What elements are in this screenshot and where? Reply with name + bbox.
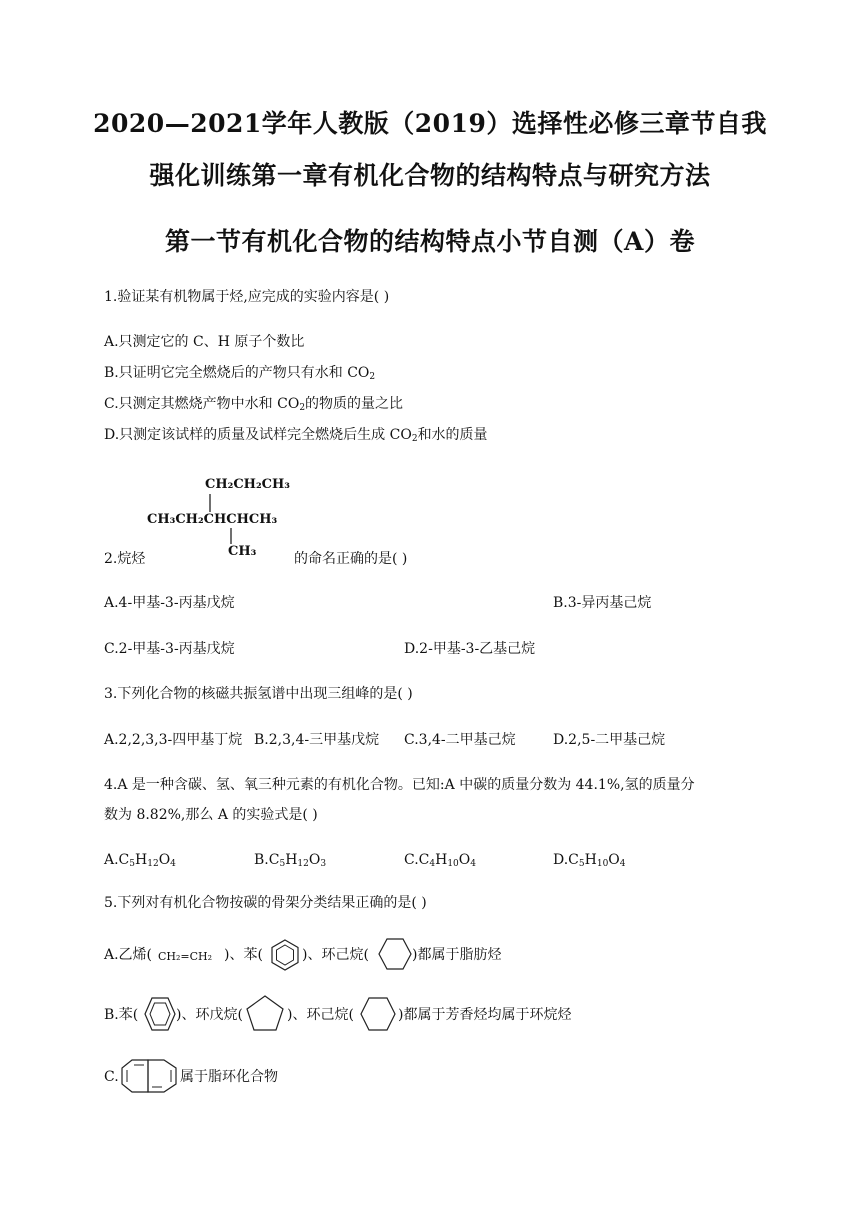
- q4-option-b: [254, 851, 326, 873]
- subscript: 10: [447, 859, 459, 869]
- subscript: 10: [596, 859, 609, 869]
- text: H: [135, 852, 148, 868]
- text: O: [308, 852, 321, 868]
- q1-option-d: [104, 426, 488, 448]
- q5-option-a-part4: )都属于脂肪烃: [412, 947, 502, 963]
- subscript: 4: [170, 859, 176, 869]
- subscript: 5: [129, 859, 136, 869]
- subscript: 4: [470, 859, 476, 869]
- q2-formula-main: CH₃CH₂CHCHCH₃: [147, 512, 278, 527]
- q5-option-b-part2: )、环戊烷(: [176, 1007, 243, 1023]
- title-line-2: 强化训练第一章有机化合物的结构特点与研究方法: [149, 161, 711, 190]
- text: B.C: [254, 852, 280, 868]
- q4-stem-line-2: 数为 8.82%,那么 A 的实验式是( ): [104, 807, 318, 823]
- subscript: 5: [578, 859, 585, 869]
- q5-option-c-part1: C.: [104, 1069, 119, 1085]
- q4-stem-line-1: 4.A 是一种含碳、氢、氧三种元素的有机化合物。已知:A 中碳的质量分数为 44.1%,氢的质量分: [104, 777, 695, 793]
- cyclohexane-ring-icon: [377, 936, 413, 972]
- q2-option-d: D.2-甲基-3-乙基己烷: [404, 641, 536, 657]
- q2-option-c: C.2-甲基-3-丙基戊烷: [104, 641, 235, 657]
- subscript: 5: [279, 859, 286, 869]
- subscript: 2: [299, 403, 306, 413]
- text: H: [584, 852, 597, 868]
- text: H: [435, 852, 448, 868]
- q3-option-b: B.2,3,4-三甲基戊烷: [254, 732, 380, 748]
- q1-option-c-tail: 的物质的量之比: [305, 396, 404, 412]
- text: O: [608, 852, 620, 868]
- q4-option-a: [104, 851, 176, 873]
- q3-option-d: D.2,5-二甲基己烷: [553, 732, 666, 748]
- subscript: 2: [411, 434, 418, 444]
- q1-option-d-text: D.只测定该试样的质量及试样完全燃烧后生成 CO: [104, 427, 412, 443]
- title-line-1: 2020—2021学年人教版（2019）选择性必修三章节自我: [93, 109, 767, 138]
- q2-bond-up: [205, 494, 215, 512]
- q2-option-b: B.3-异丙基己烷: [553, 595, 652, 611]
- q4-option-c: [404, 851, 476, 873]
- q5-option-a-part1: A.乙烯(: [104, 947, 153, 963]
- q5-option-c-part2: 属于脂环化合物: [180, 1069, 278, 1085]
- q1-option-a: A.只测定它的 C、H 原子个数比: [104, 334, 305, 350]
- text: H: [285, 852, 298, 868]
- q2-bond-down: [226, 528, 236, 544]
- subscript: 4: [619, 859, 626, 869]
- q2-stem-prefix: 2.烷烃: [104, 551, 146, 567]
- q5-option-a-part3: )、环己烷(: [302, 947, 369, 963]
- q2-stem-suffix: 的命名正确的是( ): [294, 551, 408, 567]
- q5-option-a-formula: CH₂=CH₂: [158, 950, 213, 963]
- q1-option-c-text: C.只测定其燃烧产物中水和 CO: [104, 396, 300, 412]
- text: D.C: [553, 852, 579, 868]
- q5-option-b-part4: )都属于芳香烃均属于环烷烃: [398, 1007, 572, 1023]
- q3-stem: 3.下列化合物的核磁共振氢谱中出现三组峰的是( ): [104, 686, 413, 702]
- q1-option-c: [104, 395, 403, 417]
- cyclopentane-ring-icon: [244, 993, 286, 1033]
- subscript: 3: [320, 859, 327, 869]
- q5-option-a-part2: )、苯(: [224, 947, 263, 963]
- subscript: 2: [369, 372, 376, 382]
- q5-option-b-part3: )、环己烷(: [287, 1007, 354, 1023]
- subscript: 12: [297, 859, 309, 869]
- cyclohexane-ring-icon: [359, 995, 397, 1033]
- text: A.C: [104, 852, 130, 868]
- q1-option-b: [104, 364, 375, 386]
- title-line-3: 第一节有机化合物的结构特点小节自测（A）卷: [165, 227, 695, 256]
- benzene-ring-icon: [270, 938, 300, 972]
- subscript: 12: [147, 859, 159, 869]
- subscript: 4: [429, 859, 436, 869]
- text: O: [458, 852, 471, 868]
- q2-formula-bottom: CH₃: [228, 544, 257, 559]
- q2-formula-top: CH₂CH₂CH₃: [205, 477, 290, 492]
- q5-option-b-part1: B.苯(: [104, 1007, 139, 1023]
- naphthalene-icon: [119, 1057, 179, 1095]
- q5-stem: 5.下列对有机化合物按碳的骨架分类结果正确的是( ): [104, 895, 427, 911]
- q3-option-a: A.2,2,3,3-四甲基丁烷: [104, 732, 243, 748]
- q2-option-a: A.4-甲基-3-丙基戊烷: [104, 595, 235, 611]
- text: C.C: [404, 852, 430, 868]
- q3-option-c: C.3,4-二甲基己烷: [404, 732, 516, 748]
- q1-option-d-tail: 和水的质量: [417, 427, 488, 443]
- q4-option-d: [553, 851, 626, 873]
- text: O: [158, 852, 171, 868]
- q1-option-b-text: B.只证明它完全燃烧后的产物只有水和 CO: [104, 365, 370, 381]
- q1-stem: 1.验证某有机物属于烃,应完成的实验内容是( ): [104, 289, 390, 305]
- benzene-ring-icon: [143, 995, 177, 1033]
